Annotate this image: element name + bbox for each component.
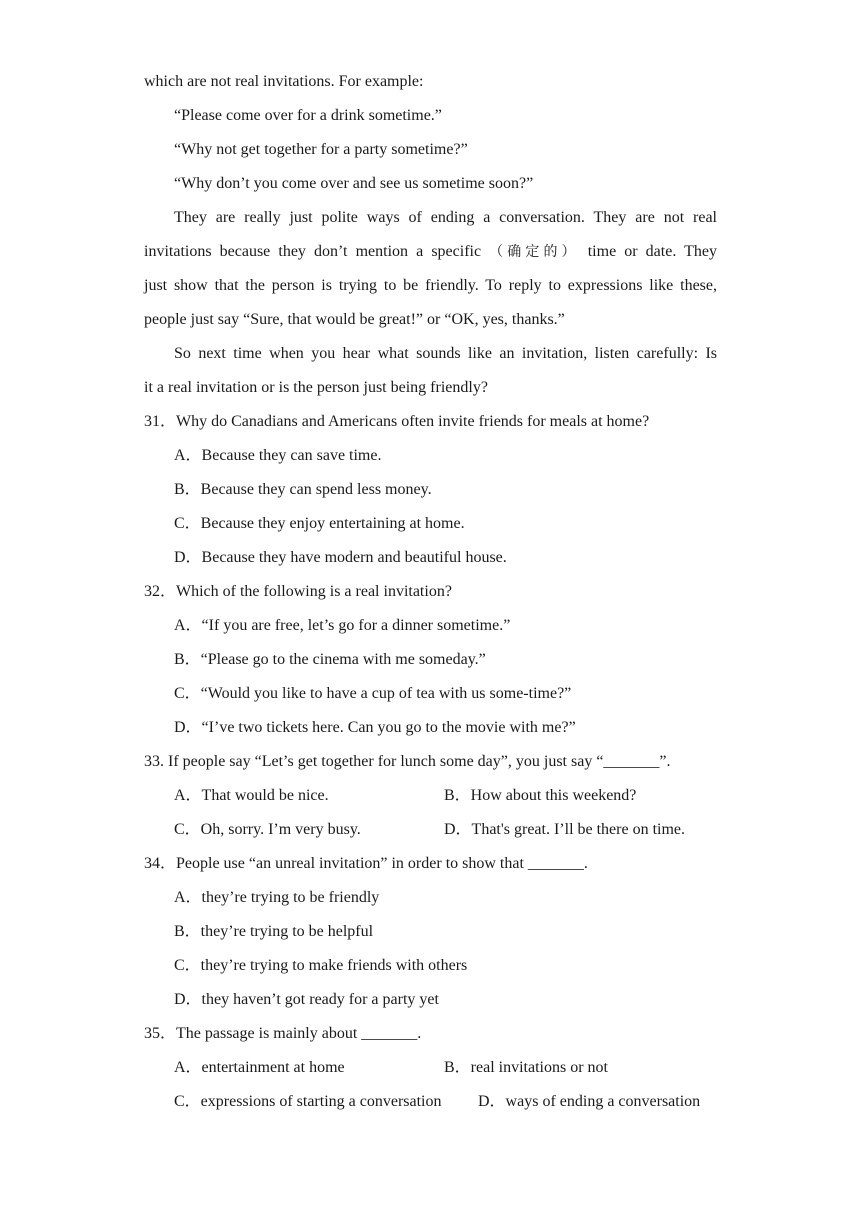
option-33-a: A．That would be nice. [174, 787, 329, 804]
option-32-a: A．“If you are free, let’s go for a dinner sometime.” [174, 617, 511, 634]
option-35-d: D．ways of ending a conversation [478, 1093, 701, 1110]
passage-line: which are not real invitations. For example: [144, 73, 424, 90]
option-32-c: C．“Would you like to have a cup of tea with us some-time?” [174, 685, 572, 702]
option-31-d: D．Because they have modern and beautiful house. [174, 549, 507, 566]
chinese-gloss: （确定的） [489, 244, 580, 260]
option-33-c: C．Oh, sorry. I’m very busy. [174, 821, 361, 838]
passage-line: So next time when you hear what sounds like an invitation, listen carefully: Is [174, 345, 717, 362]
question-stem-34: 34．People use “an unreal invitation” in order to show that _______. [144, 855, 588, 872]
question-stem-33: 33. If people say “Let’s get together for lunch some day”, you just say “_______”. [144, 753, 671, 770]
passage-text: time or date. They [587, 243, 718, 260]
example-quote: “Please come over for a drink sometime.” [174, 107, 442, 124]
passage-line [144, 242, 717, 262]
question-stem-35: 35．The passage is mainly about _______. [144, 1025, 422, 1042]
option-33-b: B．How about this weekend? [444, 787, 637, 804]
option-31-a: A．Because they can save time. [174, 447, 382, 464]
option-34-b: B．they’re trying to be helpful [174, 923, 374, 940]
option-31-c: C．Because they enjoy entertaining at home. [174, 515, 465, 532]
option-35-a: A．entertainment at home [174, 1059, 345, 1076]
passage-line: just show that the person is trying to be friendly. To reply to expressions like these, [144, 277, 717, 294]
option-32-d: D．“I’ve two tickets here. Can you go to the movie with me?” [174, 719, 576, 736]
passage-line: They are really just polite ways of ending a conversation. They are not real [174, 209, 717, 226]
example-quote: “Why not get together for a party sometime?” [174, 141, 468, 158]
question-stem-32: 32．Which of the following is a real invitation? [144, 583, 452, 600]
option-34-d: D．they haven’t got ready for a party yet [174, 991, 439, 1008]
option-35-c: C．expressions of starting a conversation [174, 1093, 442, 1110]
passage-line: it a real invitation or is the person just being friendly? [144, 379, 488, 396]
example-quote: “Why don’t you come over and see us sometime soon?” [174, 175, 534, 192]
option-33-d: D．That's great. I’ll be there on time. [444, 821, 686, 838]
option-34-a: A．they’re trying to be friendly [174, 889, 380, 906]
option-32-b: B．“Please go to the cinema with me someday.” [174, 651, 486, 668]
passage-line: people just say “Sure, that would be great!” or “OK, yes, thanks.” [144, 311, 565, 328]
option-34-c: C．they’re trying to make friends with others [174, 957, 468, 974]
question-stem-31: 31．Why do Canadians and Americans often invite friends for meals at home? [144, 413, 650, 430]
option-31-b: B．Because they can spend less money. [174, 481, 432, 498]
passage-text: invitations because they don’t mention a specific [144, 243, 482, 260]
option-35-b: B．real invitations or not [444, 1059, 608, 1076]
